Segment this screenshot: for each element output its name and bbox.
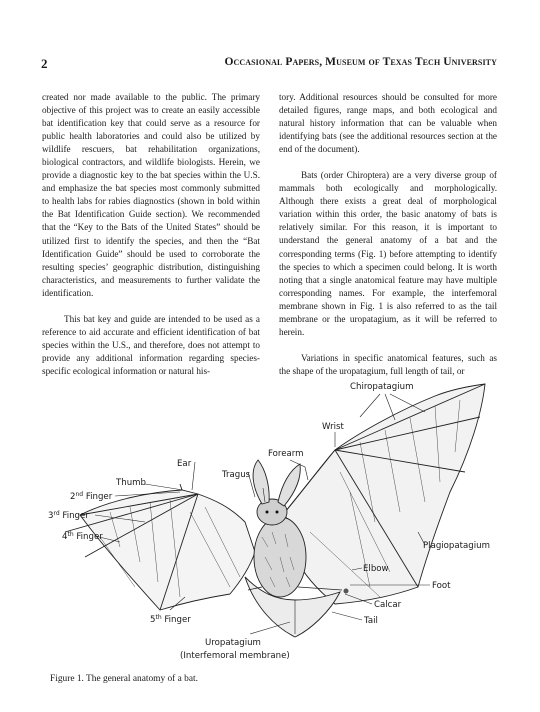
finger-5-number: 5 — [150, 615, 156, 625]
bat-wing-left — [65, 484, 255, 610]
label-tragus: Tragus — [222, 470, 251, 480]
finger-2-text: Finger — [83, 492, 113, 502]
label-forearm: Forearm — [268, 449, 304, 459]
left-column — [42, 91, 260, 378]
label-wrist: Wrist — [322, 422, 344, 432]
label-chiropatagium: Chiropatagium — [350, 382, 414, 392]
page-number: 2 — [41, 56, 48, 71]
finger-4-suffix: th — [67, 531, 74, 538]
right-paragraph-3: Variations in specific anatomical features, such as the shape of the uropatagium, full length of tail, or — [279, 352, 497, 376]
label-ear: Ear — [177, 459, 192, 469]
bat-illustration — [40, 372, 510, 672]
bat-anatomy-figure — [40, 372, 510, 672]
finger-3-suffix: rd — [53, 510, 60, 517]
label-finger-3 — [48, 510, 89, 521]
right-paragraph-1: tory. Additional resources should be consulted for more detailed figures, range maps, and both ecological and natural history information that can be valuable when identifying bats (see the additional resources section at the end of the document). — [279, 92, 497, 155]
label-uropatagium: Uropatagium — [205, 638, 261, 648]
finger-2-suffix: nd — [75, 491, 84, 498]
right-paragraph-2: Bats (order Chiroptera) are a very diverse group of mammals both ecologically and morphologically. Although there exists a great deal of morphological variation within this order, the basic anatomy of bats is relatively similar. For this reason, it is important to understand the general anatomy of a bat and the corresponding terms (Fig. 1) before attempting to identify the species to which a specimen could belong. It is worth noting that a single anatomical feature may have multiple corresponding names. For example, the interfemoral membrane shown in Fig. 1 is also referred to as the tail membrane or the uropatagium, as it will be referred to herein. — [279, 170, 497, 337]
label-finger-4 — [62, 531, 103, 542]
figure-caption: Figure 1. The general anatomy of a bat. — [50, 674, 198, 684]
left-paragraph-1: created nor made available to the public. The primary objective of this project was to create an easily accessible bat identification key that could serve as a resource for public health laboratories and could also be utilized by wildlife rescuers, bat rehabilitation organizations, biological contractors, and wildlife biologists. Herein, we provide a diagnostic key to the bat species within the U.S. and emphasize the bat species most commonly submitted to health labs for rabies diagnostics (shown in bold within the Bat Identification Guide section). We recommended that the “Key to the Bats of the United States” should be utilized first to identify the species, and then the “Bat Identification Guide” should be used to corroborate the resulting species’ geographic distribution, distinguishing characteristics, and measurements to further validate the identification. — [42, 92, 260, 298]
finger-3-text: Finger — [59, 511, 89, 521]
label-interfemoral: (Interfemoral membrane) — [180, 651, 290, 661]
left-paragraph-2: This bat key and guide are intended to be used as a reference to aid accurate and efficient identification of bat species within the U.S., and therefore, does not attempt to provide any additional information regarding species-specific ecological information or natural his- — [42, 313, 260, 376]
label-plagiopatagium: Plagiopatagium — [423, 541, 490, 551]
label-finger-5 — [150, 614, 191, 625]
label-calcar: Calcar — [374, 600, 402, 610]
finger-4-number: 4 — [62, 532, 68, 542]
label-foot: Foot — [432, 581, 451, 591]
label-finger-2 — [70, 491, 113, 502]
finger-5-suffix: th — [155, 614, 162, 621]
label-tail: Tail — [364, 616, 378, 626]
finger-3-number: 3 — [48, 511, 54, 521]
finger-2-number: 2 — [70, 492, 76, 502]
running-head: Occasional Papers, Museum of Texas Tech University — [224, 56, 497, 68]
label-thumb: Thumb — [116, 478, 146, 488]
right-column — [279, 91, 497, 378]
finger-5-text: Finger — [161, 615, 191, 625]
label-elbow: Elbow — [363, 564, 389, 574]
finger-4-text: Finger — [73, 532, 103, 542]
